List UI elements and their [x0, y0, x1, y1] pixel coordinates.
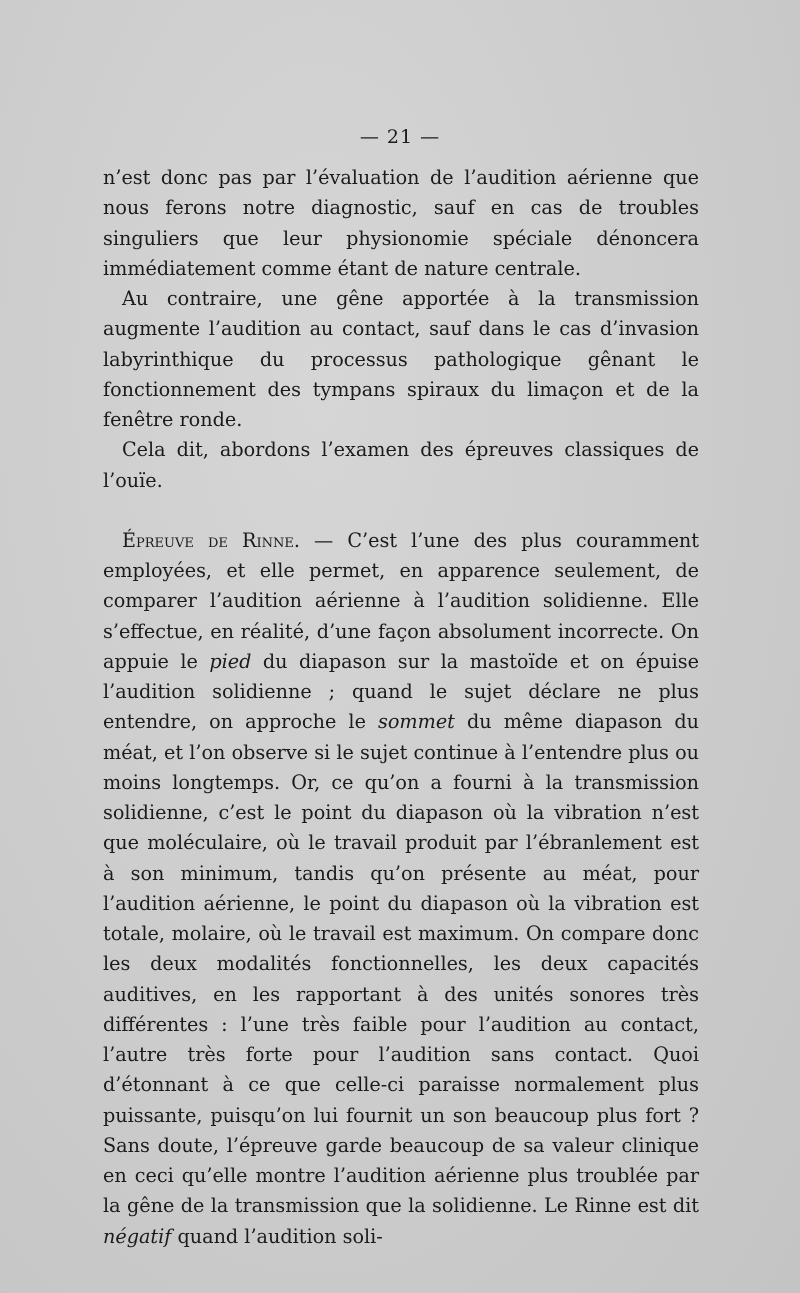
body-text [103, 163, 699, 1252]
heading-dash: — [299, 528, 348, 552]
text-run: C’est l’une des plus couramment employées, et elle permet, en apparence seulement, de comparer l’audition aérienne à l’audition solidienne. Elle s’effectue, en réalité, d’une façon absolument incorrecte. On appuie le [103, 528, 699, 673]
italic-term-negatif: négatif [103, 1224, 172, 1248]
page-number: — 21 — [359, 126, 441, 148]
text-run: quand l’audition soli- [171, 1224, 383, 1248]
italic-term-pied: pied [209, 649, 252, 673]
text-run: du diapason sur la mastoïde et on épuise l’audition solidienne ; quand le sujet déclare ne plus entendre, on approche le [103, 649, 699, 734]
paragraph-3: Cela dit, abordons l’examen des épreuves classiques de l’ouïe. [103, 438, 699, 492]
paragraph-1: n’est donc pas par l’évaluation de l’audition aérienne que nous ferons notre diagnostic, sauf en cas de troubles singuliers que leur physionomie spéciale dénoncera immédiatement comme étant de nature centrale. [103, 166, 699, 280]
italic-term-sommet: sommet [378, 710, 455, 734]
section-heading-rinne: Épreuve de Rinne. [122, 528, 300, 552]
paragraph-rinne [103, 526, 699, 1252]
paragraph-2: Au contraire, une gêne apportée à la transmission augmente l’audition au contact, sauf dans le cas d’invasion labyrinthique du processus pathologique gênant le fonctionnement des tympans spiraux du limaçon et de la fenêtre ronde. [103, 287, 699, 431]
text-run: du même diapason du méat, et l’on observe si le sujet continue à l’entendre plus ou moins longtemps. Or, ce qu’on a fourni à la transmission solidienne, c’est le point du diapason où la vibration n’est que moléculaire, où le travail produit par l’ébranlement est à son minimum, tandis qu’on présente au méat, pour l’audition aérienne, le point du diapason où la vibration est totale, molaire, où le travail est maximum. On compare donc les deux modalités fonctionnelles, les deux capacités auditives, en les rapportant à des unités sonores très différentes : l’une très faible pour l’audition au contact, l’autre très forte pour l’audition sans contact. Quoi d’étonnant à ce que celle-ci paraisse normalement plus puissante, puisqu’on lui fournit un son beaucoup plus fort ? Sans doute, l’épreuve garde beaucoup de sa valeur clinique en ceci qu’elle montre l’audition aérienne plus troublée par la gêne de la transmission que la solidienne. Le Rinne est dit [103, 710, 699, 1218]
